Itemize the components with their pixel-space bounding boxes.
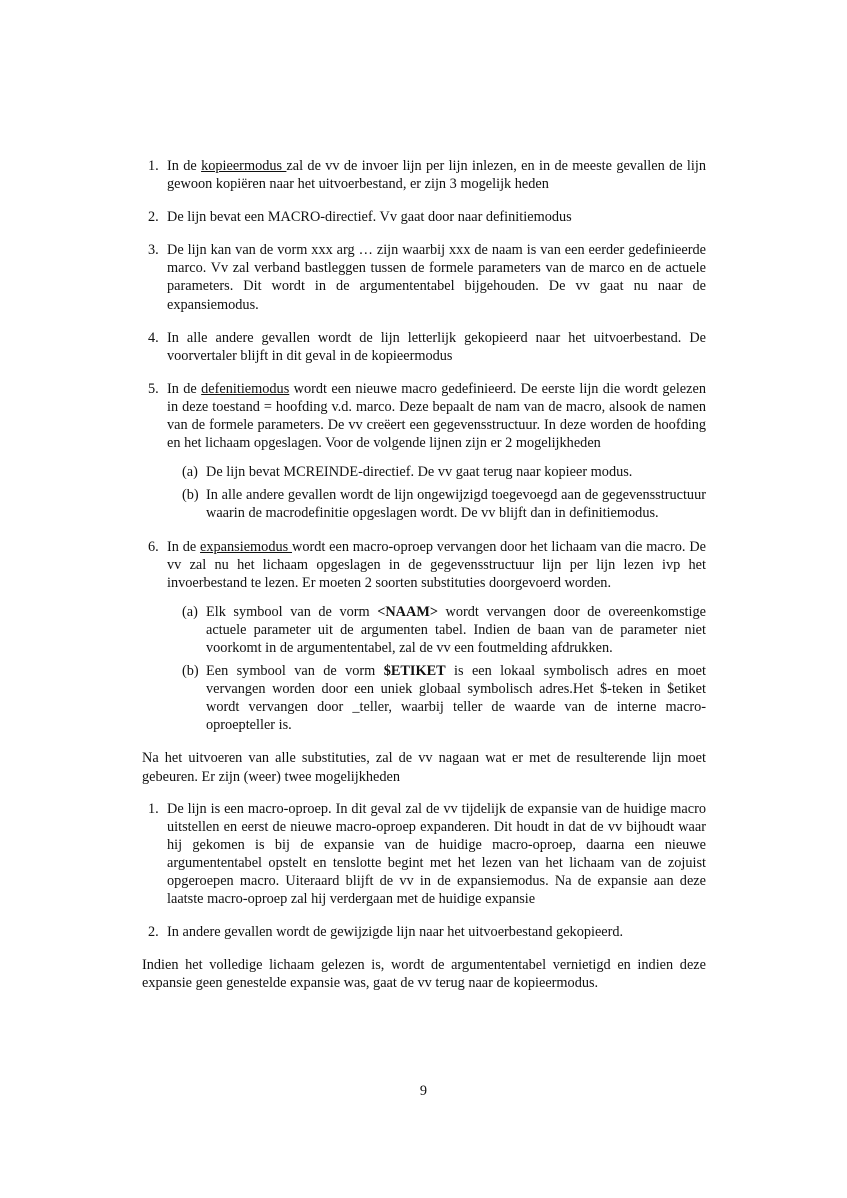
term-kopieermodus: kopieermodus — [201, 158, 287, 174]
item-text: De lijn is een macro-oproep. In dit geval zal de vv tijdelijk de expansie van de huidige macro uitstellen en eerst de nieuwe macro-oproep expanderen. Dit houdt in dat de vv bijhoudt waar hij gekomen is bij de expansie van de huidige macro-oproep, daarna een nieuwe argumententabel opstelt en tenslotte begint met het lezen van het lichaam van de zojuist opgeroepen macro. Uiteraard blijft de vv in de expansiemodus. Na de expansie aan deze laatste macro-oproep zal hij verdergaan met de huidige expansie — [167, 800, 706, 908]
sub-item-label: (b) — [182, 487, 199, 504]
sub-item-label: (a) — [182, 464, 198, 481]
list-item-2 — [142, 208, 706, 226]
list-item-1 — [142, 157, 706, 193]
item-text: De lijn bevat een MACRO-directief. Vv gaat door naar definitiemodus — [167, 209, 572, 226]
list-item-5 — [142, 380, 706, 523]
sub-item-text-post: is een lokaal symbolisch adres en moet vervangen worden door een uniek globaal symbolisch adres.Het $-teken in $etiket wordt vervangen door _teller, waarbij teller de waarde van de interne macro-oproepteller is. — [206, 663, 706, 734]
sub-item-text-post: wordt vervangen door de overeenkomstige actuele parameter uit de argumenten tabel. Indien de baan van de parameter niet voorkomt in de argumententabel, zal de vv een foutmelding afdrukken. — [206, 603, 706, 656]
item-text: In andere gevallen wordt de gewijzigde lijn naar het uitvoerbestand gekopieerd. — [167, 924, 624, 941]
mode-list — [142, 157, 706, 734]
item-number: 4. — [148, 329, 159, 346]
item-number: 1. — [148, 158, 159, 174]
sub-list — [167, 603, 706, 735]
sub-item-text: De lijn bevat MCREINDE-directief. De vv gaat terug naar kopieer modus. — [206, 464, 633, 481]
item-text: De lijn kan van de vorm xxx arg … zijn waarbij xxx de naam is van een eerder gedefinieerde marco. Vv zal verband bastleggen tussen de formele parameters van de marco en de actuele parameters. Dit wordt in de argumententabel bijgehouden. De vv gaat nu naar de expansiemodus. — [167, 242, 706, 313]
list-item-2 — [142, 923, 706, 941]
item-text-rest: wordt een nieuwe macro gedefinieerd. De eerste lijn die wordt gelezen in deze toestand = hoofding v.d. marco. Deze bepaalt de nam van de macro, alsook de namen van de formele parameters. De vv creëert een gegevensstructuur. In deze worden de hoofding en het lichaam opgeslagen. Voor de volgende lijnen zijn er 2 mogelijkheden — [167, 380, 706, 452]
item-text-start: In de — [167, 538, 201, 555]
item-number: 2. — [148, 209, 159, 226]
sub-list — [167, 463, 706, 522]
list-item-1 — [142, 800, 706, 909]
list-item-6 — [142, 538, 706, 735]
paragraph-conclusion: Indien het volledige lichaam gelezen is, wordt de argumententabel vernietigd en indien deze expansie geen genestelde expansie was, gaat de vv terug naar de kopieermodus. — [142, 957, 706, 992]
possibilities-list — [142, 800, 706, 942]
item-text-start: In de — [167, 158, 202, 174]
term-expansiemodus: expansiemodus — [200, 538, 292, 555]
sub-item-text: In alle andere gevallen wordt de lijn ongewijzigd toegevoegd aan de gegevensstructuur waarin de macrodefinitie opgeslagen wordt. De vv blijft dan in definitiemodus. — [206, 487, 706, 522]
page-number: 9 — [419, 1083, 428, 1099]
sub-item-text-pre: Elk symbool van de vorm — [206, 603, 378, 620]
list-item-4 — [142, 329, 706, 365]
sub-item-a — [167, 603, 706, 657]
item-text-rest: wordt een macro-oproep vervangen door het lichaam van die macro. De vv zal nu het lichaam opgeslagen in de gegevensstructuur lijn per lijn lezen ivp het invoerbestand te lezen. Er moeten 2 soorten substituties doorgevoerd worden. — [167, 538, 706, 591]
sub-item-b — [167, 662, 706, 734]
paragraph-substitutions: Na het uitvoeren van alle substituties, zal de vv nagaan wat er met de resulterende lijn moet gebeuren. Er zijn (weer) twee mogelijkheden — [142, 750, 706, 785]
item-text-rest: zal de vv de invoer lijn per lijn inlezen, en in de meeste gevallen de lijn gewoon kopiëren naar het uitvoerbestand, er zijn 3 mogelijk heden — [167, 158, 706, 193]
sub-item-label: (a) — [182, 603, 198, 620]
list-item-3 — [142, 241, 706, 313]
item-number: 2. — [148, 924, 159, 941]
item-number: 3. — [148, 242, 159, 259]
item-number: 5. — [148, 380, 159, 397]
item-number: 1. — [148, 800, 159, 817]
sub-item-label: (b) — [182, 663, 199, 680]
item-text-start: In de — [167, 380, 202, 397]
sub-item-b — [167, 486, 706, 522]
item-text: In alle andere gevallen wordt de lijn letterlijk gekopieerd naar het uitvoerbestand. De voorvertaler blijft in dit geval in de kopieermodus — [167, 329, 706, 364]
symbol-naam: <NAAM> — [377, 603, 438, 620]
sub-item-text-pre: Een symbool van de vorm — [206, 663, 384, 680]
sub-item-a — [167, 463, 706, 481]
symbol-etiket: $ETIKET — [383, 663, 446, 680]
item-number: 6. — [148, 538, 159, 555]
term-defenitiemodus: defenitiemodus — [201, 380, 290, 397]
